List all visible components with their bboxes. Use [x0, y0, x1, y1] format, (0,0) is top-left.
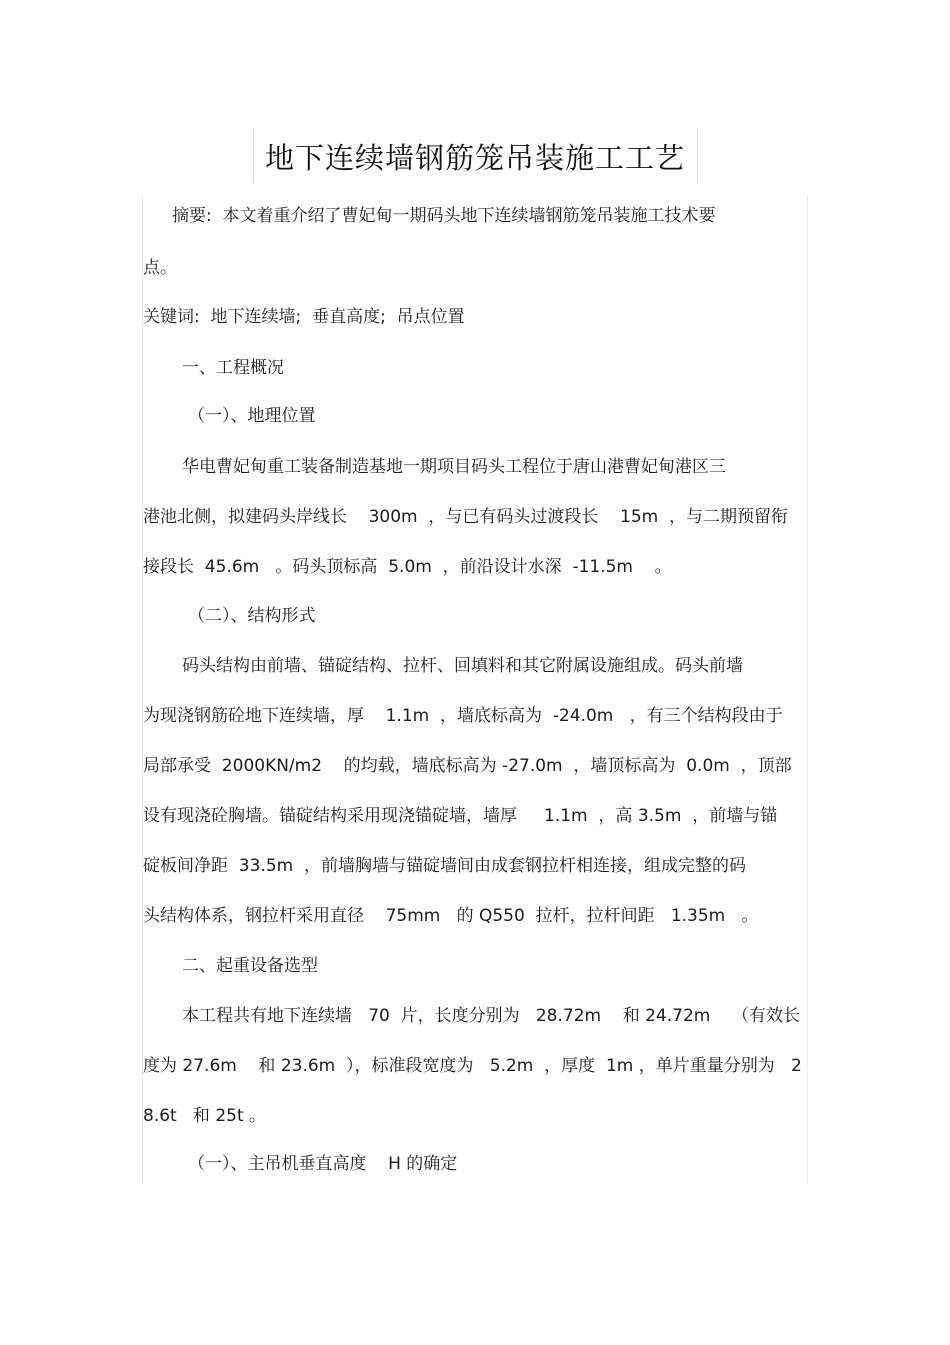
paragraph-2-line-3: 局部承受 2000KN/m2 的均载，墙底标高为 -27.0m ，墙顶标高为 0.0m ，顶部: [143, 756, 792, 776]
keywords-line: 关键词: 地下连续墙; 垂直高度; 吊点位置: [143, 307, 465, 327]
subsection-heading-2-1: （一）、主吊机垂直高度 H 的确定: [188, 1154, 458, 1174]
paragraph-3-line-2: 度为 27.6m 和 23.6m ），标准段宽度为 5.2m ，厚度 1m ，单片重量分别为 2: [143, 1056, 802, 1076]
paragraph-3-line-1: 本工程共有地下连续墙 70 片，长度分别为 28.72m 和 24.72m （有效长: [182, 1006, 800, 1026]
paragraph-1-line-3: 接段长 45.6m 。码头顶标高 5.0m ，前沿设计水深 -11.5m 。: [143, 557, 672, 577]
document-title: 地下连续墙钢筋笼吊装施工工艺: [264, 141, 685, 175]
section-heading-1: 一、工程概况: [182, 358, 284, 378]
abstract-line-1: 摘要: 本文着重介绍了曹妃甸一期码头地下连续墙钢筋笼吊装施工技术要: [172, 206, 716, 226]
paragraph-2-line-1: 码头结构由前墙、锚碇结构、拉杆、回填料和其它附属设施组成。码头前墙: [182, 656, 743, 676]
paragraph-1-line-2: 港池北侧，拟建码头岸线长 300m ，与已有码头过渡段长 15m ，与二期预留衔: [143, 507, 789, 527]
subsection-heading-1-1: （一）、地理位置: [188, 406, 316, 426]
paragraph-2-line-6: 头结构体系，钢拉杆采用直径 75mm 的 Q550 拉杆，拉杆间距 1.35m 。: [143, 906, 759, 926]
paragraph-2-line-5: 碇板间净距 33.5m ，前墙胸墙与锚碇墙间由成套钢拉杆相连接，组成完整的码: [143, 856, 747, 876]
abstract-line-2: 点。: [143, 258, 177, 278]
body-border-right: [807, 195, 808, 1185]
paragraph-3-line-3: 8.6t 和 25t 。: [143, 1106, 267, 1126]
paragraph-2-line-4: 设有现浇砼胸墙。锚碇结构采用现浇锚碇墙，墙厚 1.1m ，高 3.5m ，前墙与锚: [143, 806, 778, 826]
section-heading-2: 二、起重设备选型: [182, 956, 318, 976]
body-border-left: [142, 195, 143, 1185]
paragraph-2-line-2: 为现浇钢筋砼地下连续墙，厚 1.1m ，墙底标高为 -24.0m ，有三个结构段由于: [143, 706, 783, 726]
paragraph-1-line-1: 华电曹妃甸重工装备制造基地一期项目码头工程位于唐山港曹妃甸港区三: [182, 457, 726, 477]
subsection-heading-1-2: （二）、结构形式: [188, 606, 316, 626]
